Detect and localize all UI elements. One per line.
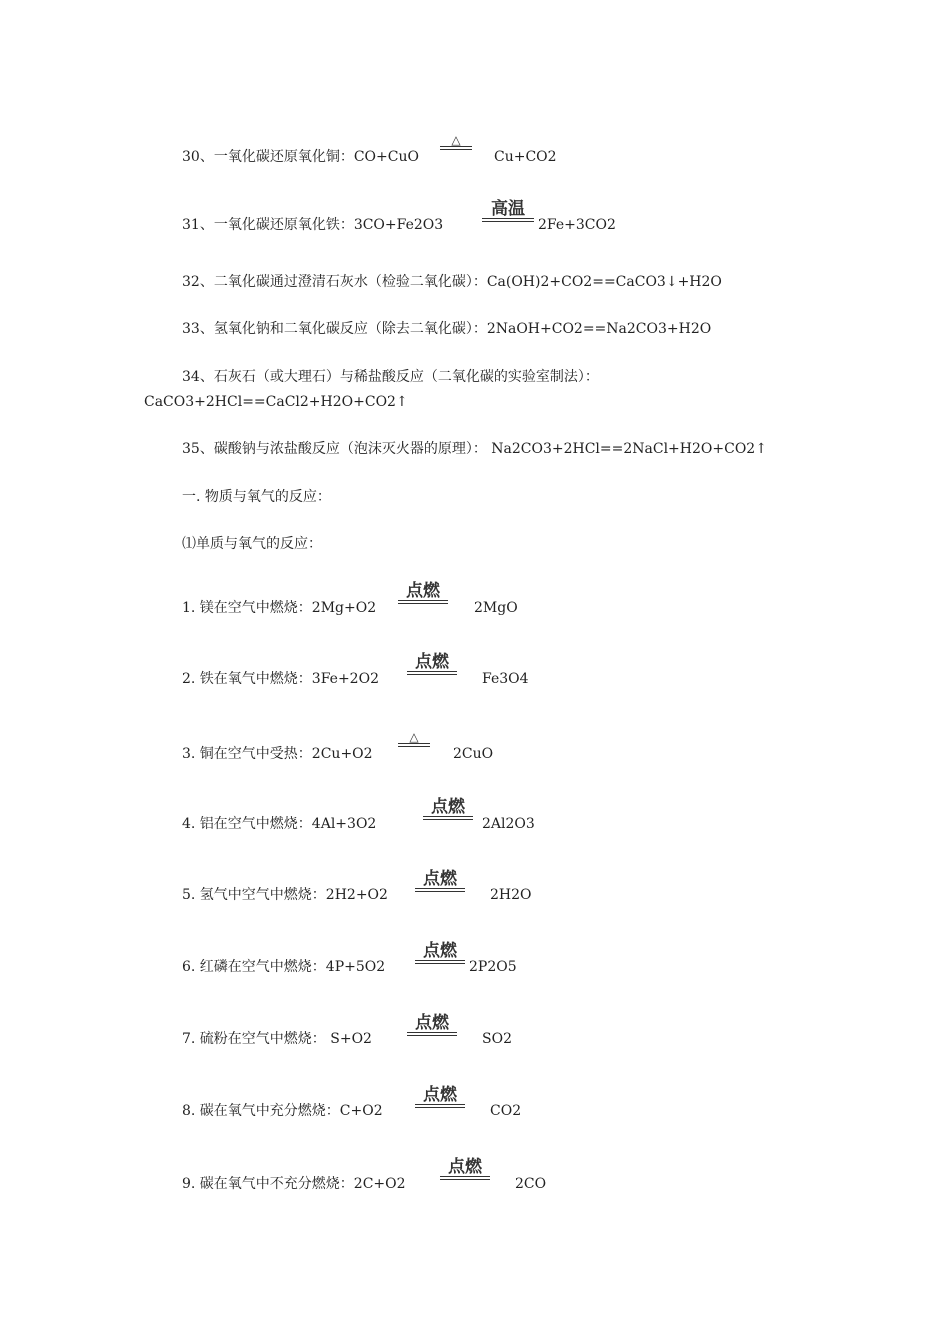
reaction-9-product: 2CO [515, 1176, 547, 1192]
condition-label: 点燃 [415, 652, 449, 672]
condition-label: 点燃 [448, 1157, 482, 1177]
condition-label: 点燃 [431, 797, 465, 817]
reaction-30-equation: 30、一氧化碳还原氧化铜：CO+CuO [182, 149, 419, 165]
subsection-heading: ⑴单质与氧气的反应： [182, 536, 322, 552]
high-temperature-condition [482, 200, 534, 222]
triangle-icon: △ [409, 730, 419, 744]
reaction-31-product: 2Fe+3CO2 [538, 217, 616, 233]
reaction-5-product: 2H2O [490, 887, 532, 903]
reaction-3-equation: 3. 铜在空气中受热：2Cu+O2 [182, 746, 373, 762]
condition-label: 点燃 [423, 1085, 457, 1105]
ignition-condition [407, 1014, 457, 1036]
reaction-34-description: 34、石灰石（或大理石）与稀盐酸反应（二氧化碳的实验室制法）： [182, 369, 599, 385]
condition-label: 点燃 [423, 869, 457, 889]
triangle-icon: △ [451, 133, 461, 147]
reaction-30-product: Cu+CO2 [494, 149, 557, 165]
reaction-34-equation: CaCO3+2HCl==CaCl2+H2O+CO2↑ [144, 394, 408, 410]
condition-label: 点燃 [406, 581, 440, 601]
reaction-1-equation: 1. 镁在空气中燃烧：2Mg+O2 [182, 600, 377, 616]
reaction-2-product: Fe3O4 [482, 671, 529, 687]
reaction-35-equation: 35、碳酸钠与浓盐酸反应（泡沫灭火器的原理）： Na2CO3+2HCl==2NaCl+H2O+CO2↑ [182, 441, 767, 457]
reaction-1-product: 2MgO [474, 600, 518, 616]
reaction-2-equation: 2. 铁在氧气中燃烧：3Fe+2O2 [182, 671, 379, 687]
ignition-condition [415, 942, 465, 964]
section-heading: 一. 物质与氧气的反应： [182, 489, 331, 505]
heat-condition-symbol [398, 731, 430, 747]
reaction-7-equation: 7. 硫粉在空气中燃烧： S+O2 [182, 1031, 372, 1047]
ignition-condition [398, 582, 448, 604]
reaction-4-equation: 4. 铝在空气中燃烧：4Al+3O2 [182, 816, 377, 832]
condition-label: 点燃 [423, 941, 457, 961]
ignition-condition [415, 1086, 465, 1108]
reaction-9-equation: 9. 碳在氧气中不充分燃烧：2C+O2 [182, 1176, 406, 1192]
ignition-condition [407, 653, 457, 675]
heat-condition-symbol [440, 134, 472, 150]
reaction-6-equation: 6. 红磷在空气中燃烧：4P+5O2 [182, 959, 386, 975]
reaction-33-equation: 33、氢氧化钠和二氧化碳反应（除去二氧化碳）：2NaOH+CO2==Na2CO3+H2O [182, 321, 712, 337]
ignition-condition [423, 798, 473, 820]
reaction-31-equation: 31、一氧化碳还原氧化铁：3CO+Fe2O3 [182, 217, 444, 233]
ignition-condition [415, 870, 465, 892]
reaction-8-equation: 8. 碳在氧气中充分燃烧：C+O2 [182, 1103, 383, 1119]
condition-label: 点燃 [415, 1013, 449, 1033]
ignition-condition [440, 1158, 490, 1180]
reaction-7-product: SO2 [482, 1031, 512, 1047]
reaction-5-equation: 5. 氢气中空气中燃烧：2H2+O2 [182, 887, 388, 903]
reaction-8-product: CO2 [490, 1103, 522, 1119]
reaction-4-product: 2Al2O3 [482, 816, 535, 832]
reaction-32-equation: 32、二氧化碳通过澄清石灰水（检验二氧化碳）：Ca(OH)2+CO2==CaCO3↓+H2O [182, 274, 722, 290]
reaction-3-product: 2CuO [453, 746, 494, 762]
reaction-6-product: 2P2O5 [469, 959, 517, 975]
condition-label: 高温 [491, 199, 525, 219]
